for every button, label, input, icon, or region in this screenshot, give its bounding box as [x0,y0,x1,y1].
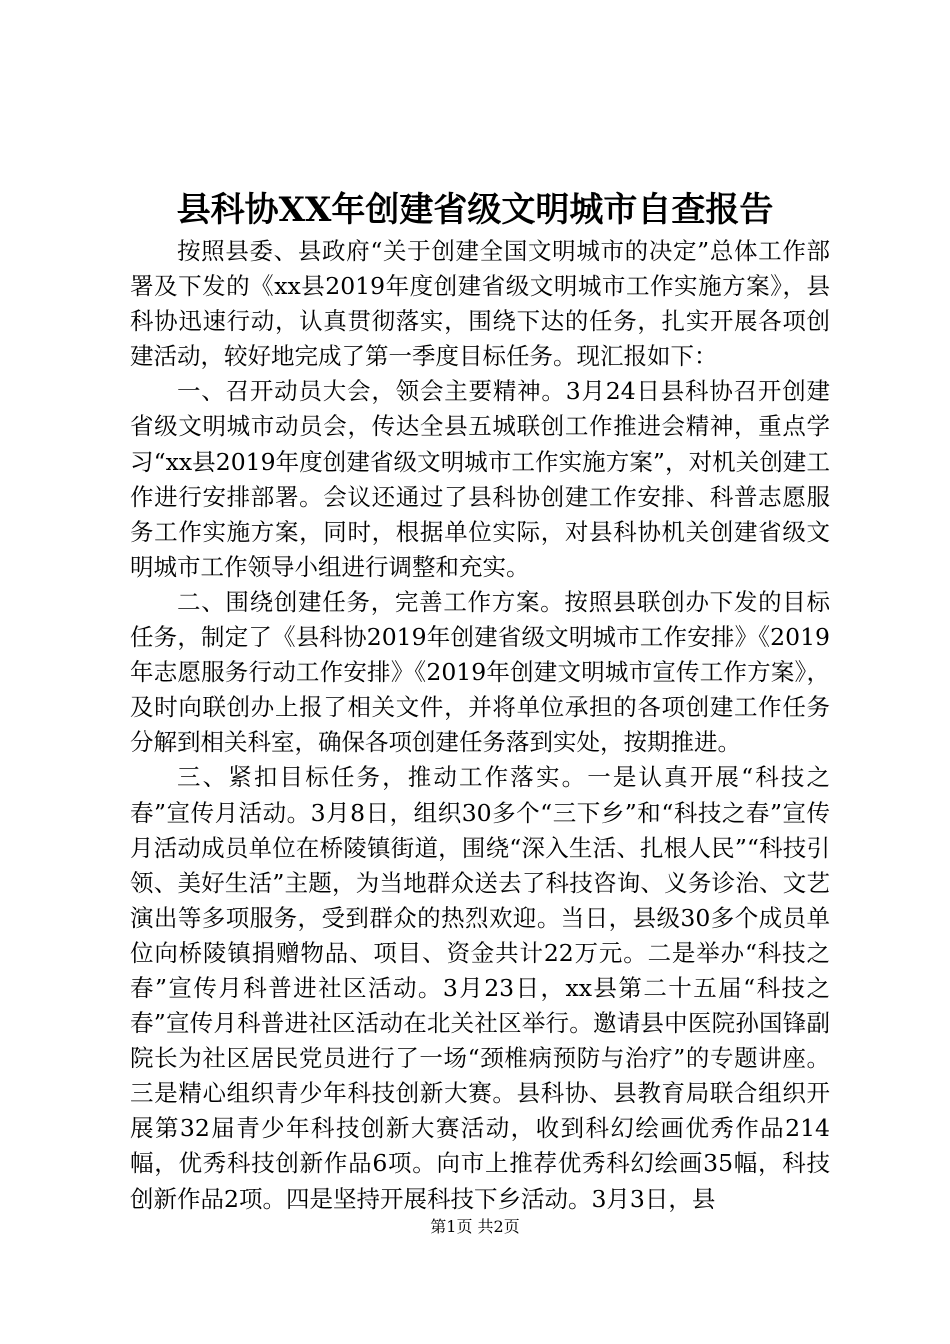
paragraph-intro: 按照县委、县政府“关于创建全国文明城市的决定”总体工作部署及下发的《xx县2019年度创建省级文明城市工作实施方案》，县科协迅速行动，认真贯彻落实，围绕下达的任务，扎实开展各项创建活动，较好地完成了第一季度目标任务。现汇报如下： [130,237,830,371]
paragraph-section-3: 三、紧扣目标任务，推动工作落实。一是认真开展“科技之春”宣传月活动。3月8日，组织30多个“三下乡”和“科技之春”宣传月活动成员单位在桥陵镇街道，围绕“深入生活、扎根人民”“科技引领、美好生活”主题，为当地群众送去了科技咨询、义务诊治、文艺演出等多项服务，受到群众的热烈欢迎。当日，县级30多个成员单位向桥陵镇捐赠物品、项目、资金共计22万元。二是举办“科技之春”宣传月科普进社区活动。3月23日，xx县第二十五届“科技之春”宣传月科普进社区活动在北关社区举行。邀请县中医院孙国锋副院长为社区居民党员进行了一场“颈椎病预防与治疗”的专题讲座。三是精心组织青少年科技创新大赛。县科协、县教育局联合组织开展第32届青少年科技创新大赛活动，收到科幻绘画优秀作品214幅，优秀科技创新作品6项。向市上推荐优秀科幻绘画35幅，科技创新作品2项。四是坚持开展科技下乡活动。3月3日，县 [130,763,830,1213]
paragraph-section-1: 一、召开动员大会，领会主要精神。3月24日县科协召开创建省级文明城市动员会，传达全县五城联创工作推进会精神，重点学习“xx县2019年度创建省级文明城市工作实施方案”，对机关创建工作进行安排部署。会议还通过了县科协创建工作安排、科普志愿服务工作实施方案，同时，根据单位实际，对县科协机关创建省级文明城市工作领导小组进行调整和充实。 [130,377,830,581]
document-title: 县科协XX年创建省级文明城市自查报告 [176,190,774,230]
page-footer: 第1页 共2页 [430,1217,520,1236]
document-body [130,234,830,1217]
paragraph-section-2: 二、围绕创建任务，完善工作方案。按照县联创办下发的目标任务，制定了《县科协2019年创建省级文明城市工作安排》《2019年志愿服务行动工作安排》《2019年创建文明城市宣传工作方案》，及时向联创办上报了相关文件，并将单位承担的各项创建工作任务分解到相关科室，确保各项创建任务落到实处，按期推进。 [130,587,830,757]
